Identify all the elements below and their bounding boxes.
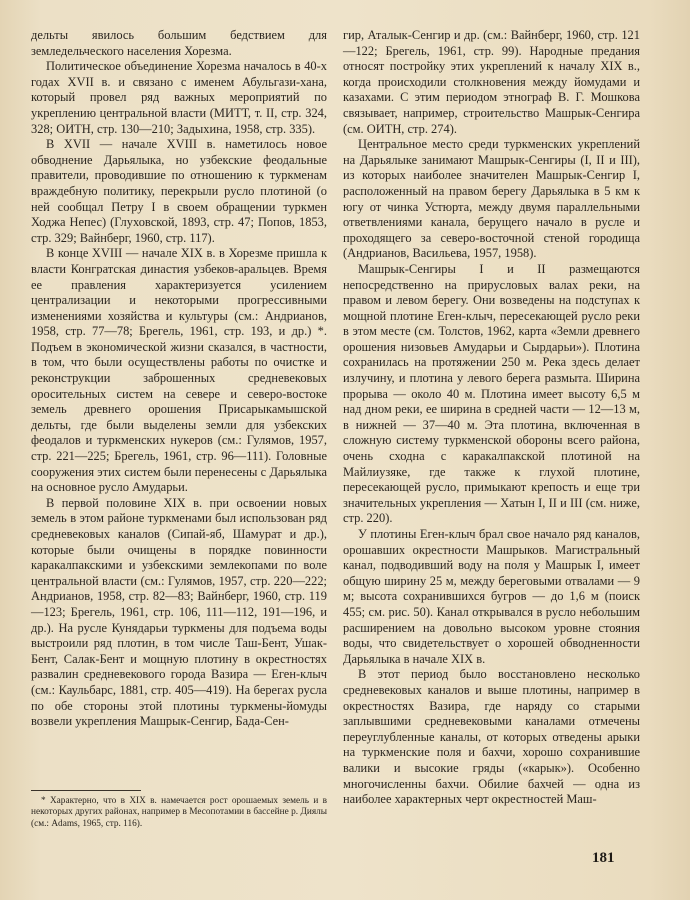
- paragraph: Машрык-Сенгиры I и II размещаются непосредственно на прирусловых валах реки, на правом и левом берегу. Они возведены на подступах к мощной плотине Еген-клыч, пересекающей русло реки в этом месте (см. Толстов, 1962, карта «Земли древнего орошения низовьев Амударьи и Сырдарьи»). Плотина сохранилась на протяжении 250 м. Река здесь делает излучину, и плотина у левого берега размыта. Ширина прорыва — около 40 м. Плотина имеет высоту 6,5 м над дном реки, ее ширина в средней части — 12—13 м, в нижней — 37—40 м. Эта плотина, включенная в сложную систему туркменской обороны всего района, очень сходна с каракалпакской плотиной на Майлиузяке, где также к глухой плотине, пересекающей русло, примыкают крепость и еще три значительных укрепления — Хатын I, II и III (см. ниже, стр. 220).: [343, 261, 640, 526]
- paragraph: В первой половине XIX в. при освоении новых земель в этом районе туркменами был использован ряд средневековых каналов (Сипай-яб, Шамурат и др.), которые были очищены в порядке повинности каракалпакскими и узбекскими землекопами по воле центральной власти (см.: Гулямов, 1957, стр. 220—222; Андрианов, 1958, стр. 82—83; Вайнберг, 1960, стр. 119—123; Брегель, 1961, стр. 106, 111—112, 191—196, и др.). На русле Кунядарьи туркмены для подъема воды выстроили ряд плотин, в том числе Таш-Бент, Ушак-Бент, Салак-Бент и мощную плотину в окрестностях развалин средневекового города Вазира — Еген-клыч (см.: Каульбарс, 1881, стр. 405—419). На берегах русла по обе стороны этой плотины туркмены-йомуды возвели укрепления Машрык-Сенгир, Бада-Сен-: [31, 495, 327, 729]
- paragraph: Центральное место среди туркменских укреплений на Дарьялыке занимают Машрык-Сенгиры (I, II и III), из которых наиболее значителен Машрык-Сенгир I, расположенный на правом берегу Дарьялыка в 5 км к югу от чинка Устюрта, между двумя параллельными ответвлениями канала, берущего начало в русле и проходящего за северо-восточной стеной городища (Андрианов, Васильева, 1957, 1958).: [343, 137, 640, 261]
- footnote-text: * Характерно, что в XIX в. намечается рост орошаемых земель и в некоторых других районах, например в Месопотамии в бассейне р. Диялы (см.: Adams, 1965, стр. 116).: [31, 796, 327, 829]
- paragraph: В конце XVIII — начале XIX в. в Хорезме пришла к власти Конгратская династия узбеков-аральцев. Время ее правления характеризуется усилением централизации и некоторыми прогрессивными изменениями хозяйства и культуры (см.: Андрианов, 1958, стр. 77—78; Брегель, 1961, стр. 193, и др.) *. Подъем в экономической жизни сказался, в частности, в том, что были осуществлены работы по очистке и реконструкции заброшенных средневековых оросительных систем на севере и северо-востоке земель древнего орошения Присарыкамышской дельты, где были выделены земли для узбекских феодалов и туркменских нукеров (см.: Гулямов, 1957, стр. 221—225; Брегель, 1961, стр. 96—111). Головные сооружения этих систем были перенесены с Дарьялыка на основное русло Амударьи.: [31, 246, 327, 495]
- paragraph: У плотины Еген-клыч брал свое начало ряд каналов, орошавших окрестности Машрыков. Магистральный канал, подводивший воду на поля у Машрык I, имеет общую ширину 25 м, между береговыми отвалами — 9 м; высота сохранившихся бугров — до 1,6 м (поиск 455; см. рис. 50). Канал открывался в русло небольшим расширением на довольно высоком уровне стояния воды, что свидетельствует о хорошей обводненности Дарьялыка в начале XIX в.: [343, 527, 640, 666]
- right-column: [343, 28, 640, 808]
- page-number: 181: [592, 850, 615, 866]
- footnote-divider: [31, 790, 141, 791]
- footnote: [31, 796, 327, 830]
- paragraph: дельты явилось большим бедствием для земледельческого населения Хорезма.: [31, 28, 327, 58]
- paragraph: Политическое объединение Хорезма началось в 40-х годах XVII в. и связано с именем Абульгази-хана, который провел ряд важных мероприятий по укреплению центральной власти (МИТТ, т. II, стр. 324, 328; ОИТН, стр. 130—210; Задыхина, 1958, стр. 335).: [31, 59, 327, 136]
- paragraph: гир, Аталык-Сенгир и др. (см.: Вайнберг, 1960, стр. 121—122; Брегель, 1961, стр. 99). Народные предания относят постройку этих укреплений к началу XIX в., когда происходили столкновения между йомудами и казахами. С этим периодом этнограф В. Г. Мошкова связывает, например, строительство Машрык-Сенгира (см. ОИТН, стр. 274).: [343, 28, 640, 136]
- paragraph: В XVII — начале XVIII в. наметилось новое обводнение Дарьялыка, но узбекские феодальные правители, проводившие по отношению к туркменам враждебную политику, перекрыли русло плотиной (о ней сообщал Петру I в своем обращении туркмен Ходжа Непес) (Глуховской, 1893, стр. 47; Попов, 1853, стр. 329; Вайнберг, 1960, стр. 117).: [31, 137, 327, 245]
- paragraph: В этот период было восстановлено несколько средневековых каналов и выше плотины, например в окрестностях Вазира, где наряду со старыми заплывшими средневековыми каналами отмечены переуглубленные каналы, от которых отведены арыки на туркменские поля и бахчи, хорошо сохранившие валики и высокие гряды («карык»). Особенно многочисленны бахчи. Обилие бахчей — одна из наиболее характерных черт окрестностей Маш-: [343, 667, 640, 807]
- left-column: [31, 28, 327, 730]
